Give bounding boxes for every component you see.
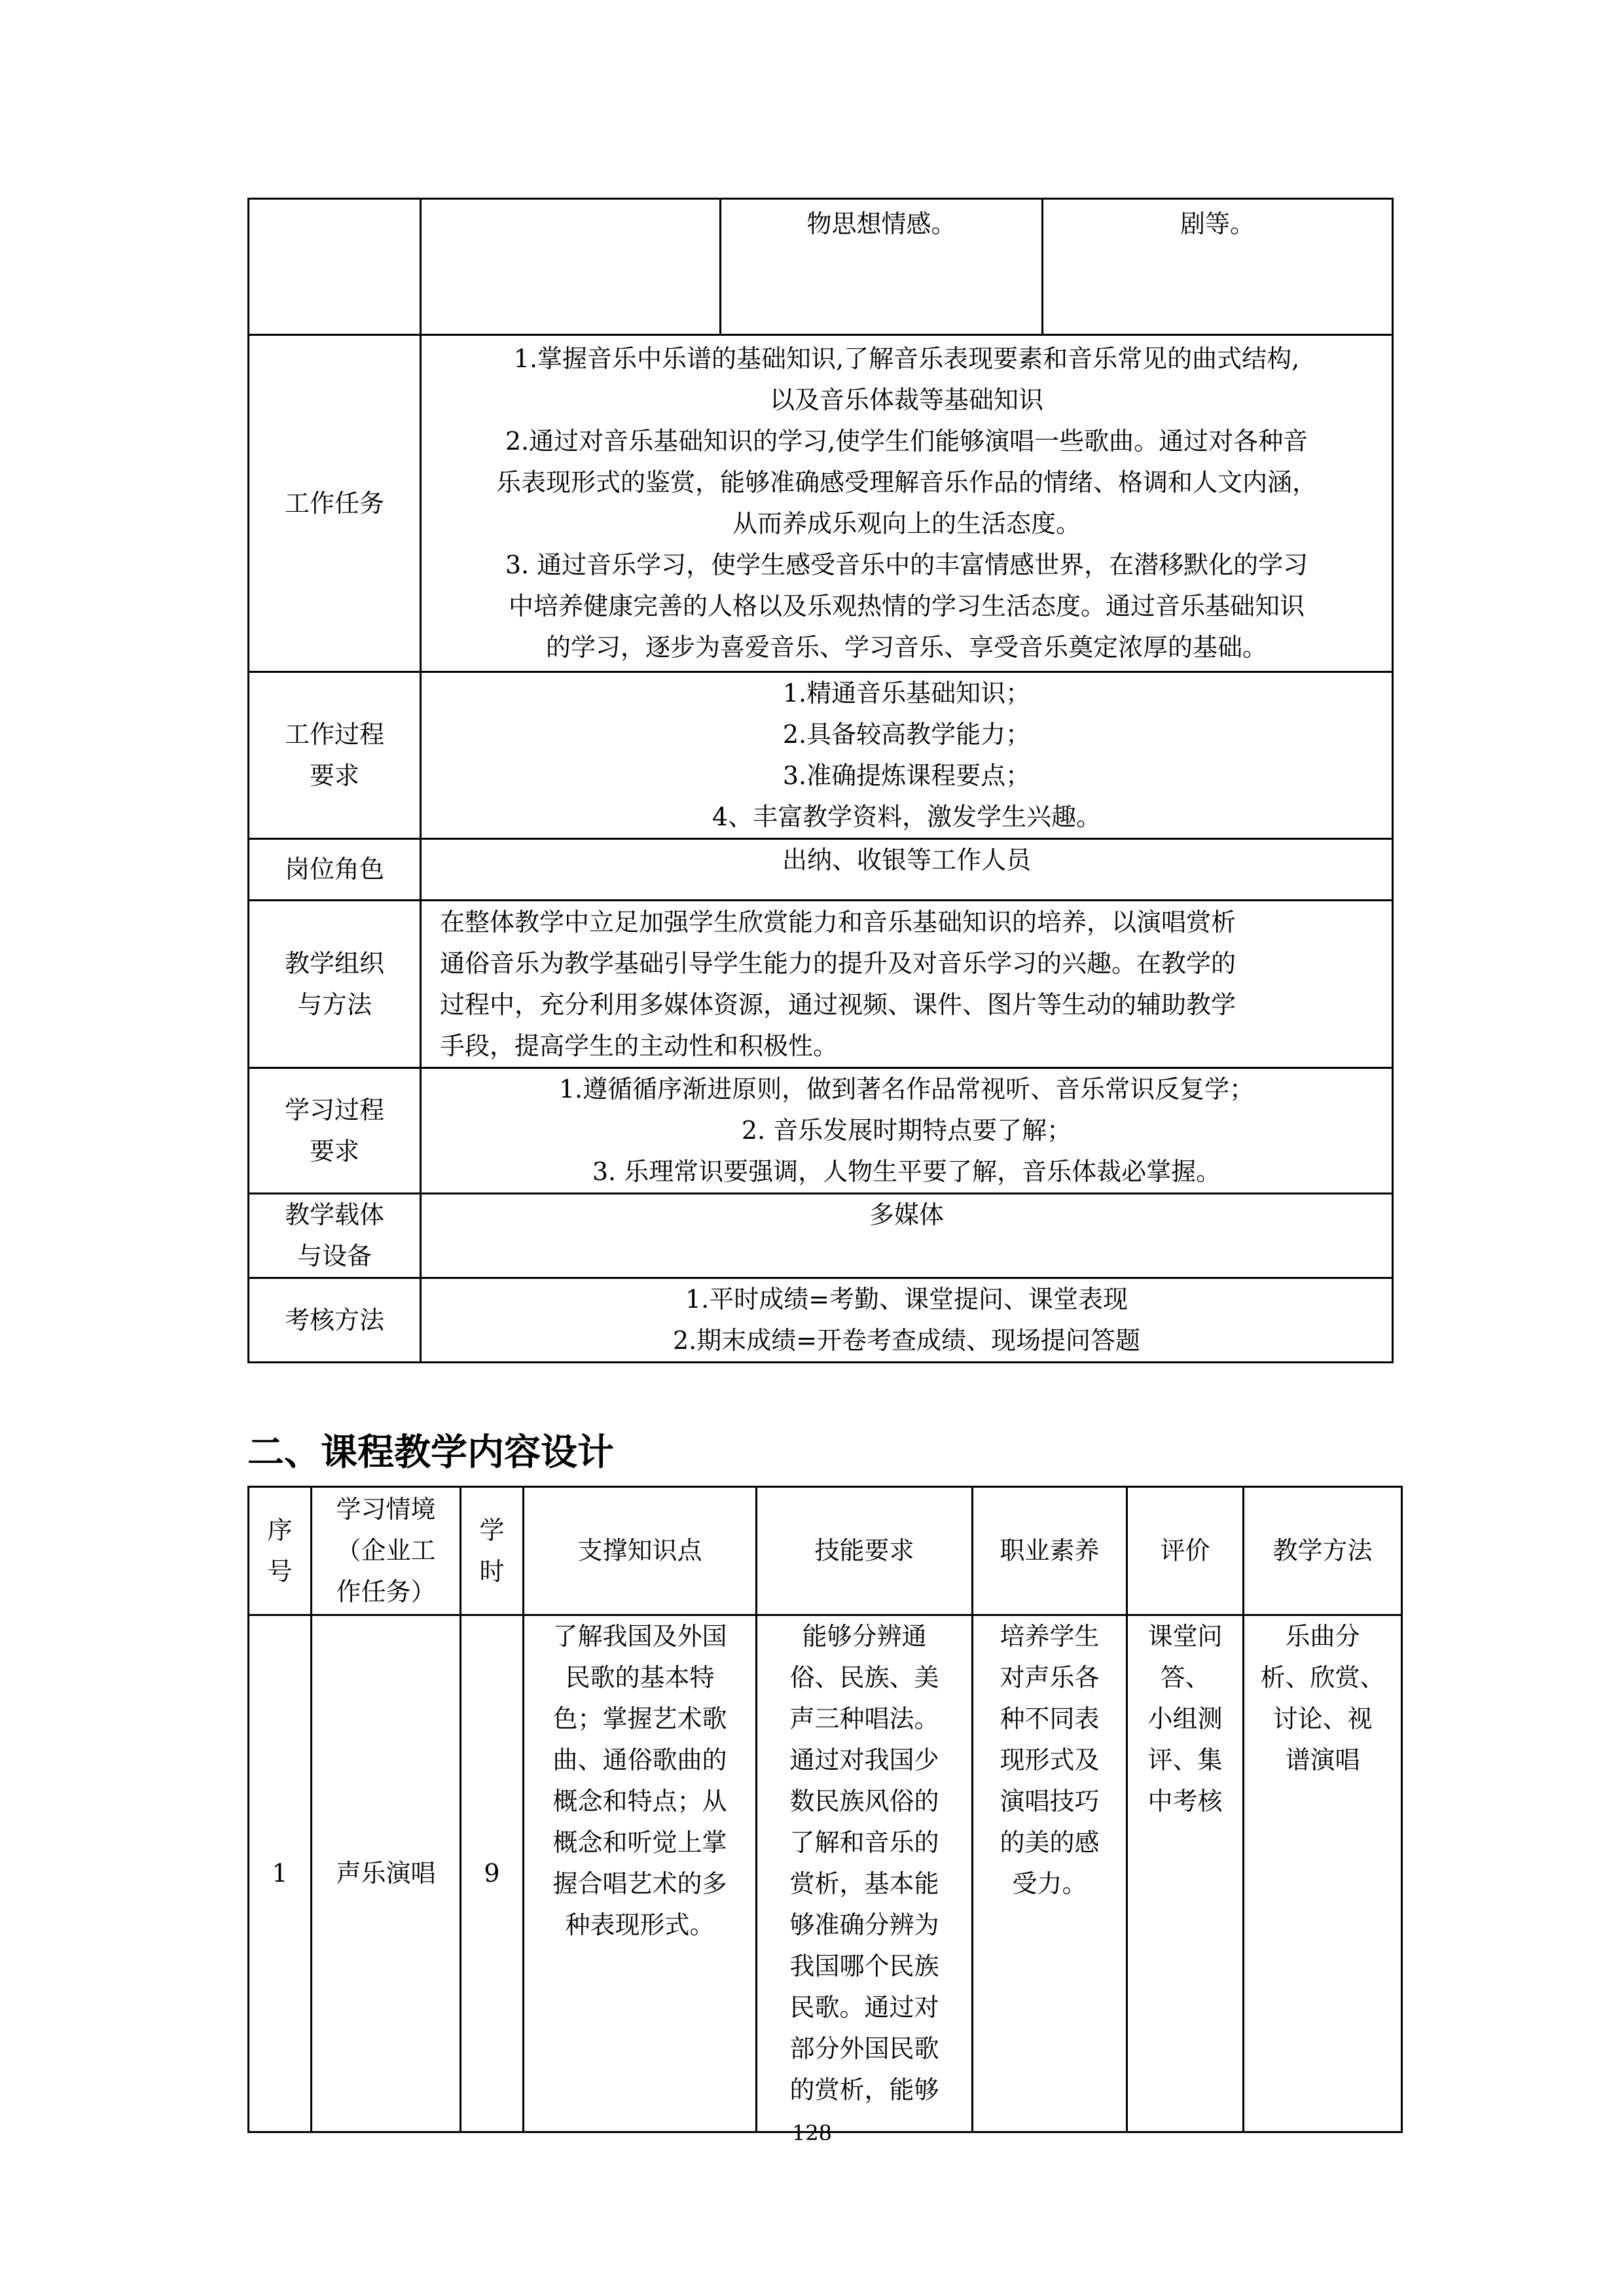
evaluation-line: 课堂问 <box>1147 1622 1223 1651</box>
method-line: 乐曲分 <box>1285 1622 1360 1651</box>
work-tasks-line: 的学习，逐步为喜爱音乐、学习音乐、享受音乐奠定浓厚的基础。 <box>545 633 1267 662</box>
work-tasks-line: 中培养健康完善的人格以及乐观热情的学习生活态度。通过音乐基础知识 <box>508 592 1305 620</box>
work-tasks-row <box>249 335 1393 672</box>
quality-line: 对声乐各 <box>1000 1663 1100 1692</box>
learning-req-line: 3. 乐理常识要强调，人物生平要了解，音乐体裁必掌握。 <box>592 1157 1221 1186</box>
learning-req-line: 2. 音乐发展时期特点要了解； <box>741 1116 1072 1145</box>
assessment-row <box>249 1278 1393 1363</box>
knowledge-line: 概念和听觉上掌 <box>552 1828 727 1857</box>
header-skills: 技能要求 <box>757 1487 973 1615</box>
course-info-table <box>247 198 1394 1363</box>
course-content-table <box>247 1486 1403 2133</box>
cont-cell-2 <box>421 199 721 335</box>
media-label-line: 教学载体 <box>284 1200 384 1229</box>
header-seq <box>249 1487 312 1615</box>
header-situation <box>312 1487 461 1615</box>
assessment-content <box>421 1278 1393 1363</box>
section-title: 二、课程教学内容设计 <box>247 1431 614 1474</box>
role-label: 岗位角色 <box>249 839 421 901</box>
process-req-label-line: 要求 <box>309 761 359 790</box>
skills-line: 能够分辨通 <box>802 1622 927 1651</box>
skills-line: 俗、民族、美 <box>789 1663 939 1692</box>
skills-line: 了解和音乐的 <box>789 1828 939 1857</box>
header-situation-line: 学习情境 <box>336 1495 436 1524</box>
row-seq: 1 <box>249 1615 312 2132</box>
header-knowledge: 支撑知识点 <box>524 1487 757 1615</box>
quality-line: 种不同表 <box>1000 1704 1100 1733</box>
method-line: 析、欣赏、 <box>1260 1663 1385 1692</box>
skills-line: 赏析，基本能 <box>789 1869 939 1898</box>
row-method <box>1244 1615 1402 2132</box>
skills-line: 民歌。通过对 <box>789 1993 939 2022</box>
row-hours: 9 <box>461 1615 524 2132</box>
learning-req-label-line: 学习过程 <box>284 1095 384 1124</box>
row-situation: 声乐演唱 <box>312 1615 461 2132</box>
work-tasks-line: 3. 通过音乐学习，使学生感受音乐中的丰富情感世界，在潜移默化的学习 <box>505 550 1308 579</box>
header-hours-line: 学 <box>479 1515 505 1545</box>
teaching-org-label-line: 与方法 <box>297 990 372 1019</box>
continuation-row <box>249 199 1393 335</box>
skills-line: 声三种唱法。 <box>789 1704 939 1733</box>
knowledge-line: 概念和特点；从 <box>552 1787 727 1816</box>
work-tasks-line: 2.通过对音乐基础知识的学习,使学生们能够演唱一些歌曲。通过对各种音 <box>505 427 1308 456</box>
quality-line: 培养学生 <box>1000 1622 1100 1651</box>
learning-req-label-line: 要求 <box>309 1136 359 1166</box>
teaching-org-label-line: 教学组织 <box>284 948 384 978</box>
teaching-org-label <box>249 901 421 1068</box>
knowledge-line: 了解我国及外国 <box>552 1622 727 1651</box>
process-req-content <box>421 672 1393 839</box>
page-number: 128 <box>791 2121 833 2145</box>
assessment-line: 2.期末成绩=开卷考查成绩、现场提问答题 <box>672 1326 1141 1355</box>
header-seq-line: 号 <box>267 1556 293 1586</box>
teaching-org-line: 通俗音乐为教学基础引导学生能力的提升及对音乐学习的兴趣。在教学的 <box>440 948 1236 978</box>
row-skills <box>757 1615 973 2132</box>
skills-line: 部分外国民歌 <box>789 2034 939 2063</box>
knowledge-line: 色；掌握艺术歌 <box>552 1704 727 1733</box>
method-line: 谱演唱 <box>1285 1746 1360 1774</box>
header-seq-line: 序 <box>267 1515 293 1545</box>
quality-line: 的美的感 <box>1000 1828 1100 1857</box>
teaching-org-line: 过程中，充分利用多媒体资源，通过视频、课件、图片等生动的辅助教学 <box>440 990 1236 1019</box>
process-req-line: 4、丰富教学资料，激发学生兴趣。 <box>712 802 1102 831</box>
work-tasks-line: 乐表现形式的鉴赏，能够准确感受理解音乐作品的情绪、格调和人文内涵， <box>496 468 1317 497</box>
process-req-line: 2.具备较高教学能力； <box>782 720 1031 749</box>
header-hours-line: 时 <box>479 1556 505 1586</box>
table-row <box>249 1615 1402 2132</box>
row-quality <box>973 1615 1127 2132</box>
assessment-line: 1.平时成绩=考勤、课堂提问、课堂表现 <box>685 1285 1128 1314</box>
header-row <box>249 1487 1402 1615</box>
evaluation-line: 中考核 <box>1147 1787 1223 1816</box>
cont-cell-1 <box>249 199 421 335</box>
work-tasks-content <box>421 335 1393 672</box>
header-hours <box>461 1487 524 1615</box>
header-quality: 职业素养 <box>973 1487 1127 1615</box>
teaching-org-content <box>421 901 1393 1068</box>
method-line: 讨论、视 <box>1272 1704 1373 1733</box>
process-req-line: 3.准确提炼课程要点； <box>782 761 1031 790</box>
knowledge-line: 握合唱艺术的多 <box>552 1869 727 1898</box>
learning-req-row <box>249 1068 1393 1194</box>
process-req-label-line: 工作过程 <box>284 720 384 749</box>
skills-line: 够准确分辨为 <box>789 1910 939 1939</box>
learning-req-line: 1.遵循循序渐进原则，做到著名作品常视听、音乐常识反复学； <box>558 1075 1255 1103</box>
teaching-org-row <box>249 901 1393 1068</box>
work-tasks-line: 从而养成乐观向上的生活态度。 <box>732 509 1081 538</box>
process-req-row <box>249 672 1393 839</box>
quality-line: 演唱技巧 <box>1000 1787 1100 1816</box>
header-evaluation: 评价 <box>1127 1487 1244 1615</box>
teaching-org-line: 在整体教学中立足加强学生欣赏能力和音乐基础知识的培养，以演唱赏析 <box>440 907 1236 937</box>
skills-line: 通过对我国少 <box>789 1746 939 1774</box>
work-tasks-label: 工作任务 <box>249 335 421 672</box>
process-req-line: 1.精通音乐基础知识； <box>782 679 1031 708</box>
evaluation-line: 评、集 <box>1147 1746 1223 1774</box>
skills-line: 数民族风俗的 <box>789 1787 939 1816</box>
learning-req-label <box>249 1068 421 1194</box>
skills-line: 的赏析，能够 <box>789 2075 939 2104</box>
header-method: 教学方法 <box>1244 1487 1402 1615</box>
quality-line: 现形式及 <box>1000 1746 1100 1774</box>
work-tasks-line: 1.掌握音乐中乐谱的基础知识,了解音乐表现要素和音乐常见的曲式结构, <box>513 344 1300 373</box>
evaluation-line: 答、 <box>1160 1663 1210 1692</box>
knowledge-line: 民歌的基本特 <box>565 1663 715 1692</box>
media-row <box>249 1194 1393 1278</box>
role-value: 出纳、收银等工作人员 <box>421 839 1393 901</box>
header-situation-line: （企业工 <box>336 1536 436 1565</box>
row-knowledge <box>524 1615 757 2132</box>
header-situation-line: 作任务） <box>336 1577 436 1606</box>
process-req-label <box>249 672 421 839</box>
skills-line: 我国哪个民族 <box>789 1952 939 1981</box>
work-tasks-line: 以及音乐体裁等基础知识 <box>769 386 1043 414</box>
media-value: 多媒体 <box>421 1194 1393 1278</box>
media-label-line: 与设备 <box>297 1242 372 1270</box>
teaching-org-line: 手段，提高学生的主动性和积极性。 <box>440 1031 839 1060</box>
knowledge-line: 曲、通俗歌曲的 <box>552 1746 727 1774</box>
media-label <box>249 1194 421 1278</box>
cont-cell-3: 物思想情感。 <box>721 199 1043 335</box>
knowledge-line: 种表现形式。 <box>565 1910 715 1939</box>
role-row <box>249 839 1393 901</box>
cont-cell-4: 剧等。 <box>1043 199 1393 335</box>
evaluation-line: 小组测 <box>1147 1704 1223 1733</box>
row-evaluation <box>1127 1615 1244 2132</box>
quality-line: 受力。 <box>1012 1869 1087 1898</box>
learning-req-content <box>421 1068 1393 1194</box>
assessment-label: 考核方法 <box>249 1278 421 1363</box>
